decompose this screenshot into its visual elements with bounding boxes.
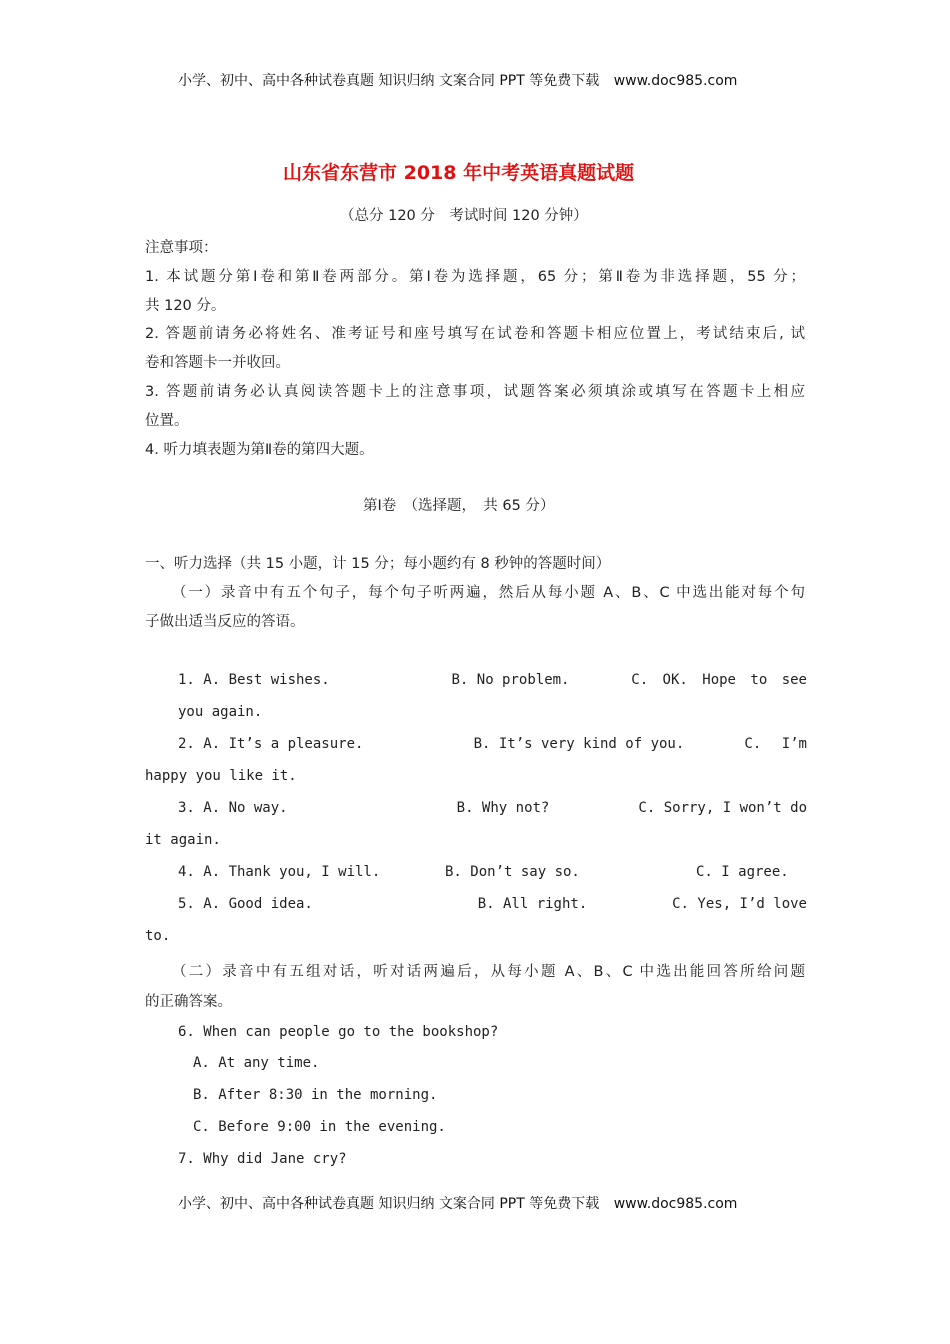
question-3 <box>178 800 807 816</box>
note-3-line-2: 位置。 <box>145 413 189 429</box>
q3-option-c: C. Sorry, I won’t do <box>638 800 807 816</box>
note-1-line-2: 共 120 分。 <box>145 298 226 314</box>
q7-question: 7. Why did Jane cry? <box>178 1151 347 1167</box>
exam-subtitle: （总分 120 分 考试时间 120 分钟） <box>340 208 588 224</box>
q5-option-a: 5. A. Good idea. <box>178 896 313 912</box>
q6-question: 6. When can people go to the bookshop? <box>178 1024 499 1040</box>
footer-url[interactable]: www.doc985.com <box>613 1196 738 1212</box>
section-1-heading: 一、听力选择（共 15 小题，计 15 分；每小题约有 8 秒钟的答题时间） <box>145 556 611 572</box>
q2-option-c: C. I’m <box>744 736 807 752</box>
q2-option-b: B. It’s very kind of you. <box>473 736 685 752</box>
question-4 <box>178 864 807 884</box>
question-1 <box>178 672 807 688</box>
page-title: 山东省东营市 2018 年中考英语真题试题 <box>283 162 635 184</box>
note-2-line-1: 2. 答题前请务必将姓名、准考证号和座号填写在试卷和答题卡相应位置上，考试结束后, 试 <box>145 326 805 342</box>
footer-text: 小学、初中、高中各种试卷真题 知识归纳 文案合同 PPT 等免费下载 <box>178 1196 600 1212</box>
q5-option-c: C. Yes, I’d love <box>672 896 807 912</box>
notes-heading: 注意事项： <box>145 240 218 256</box>
q1-option-a: 1. A. Best wishes. <box>178 672 330 688</box>
header-text: 小学、初中、高中各种试卷真题 知识归纳 文案合同 PPT 等免费下载 <box>178 73 600 89</box>
q1-option-b: B. No problem. <box>451 672 570 688</box>
q6-option-c: C. Before 9:00 in the evening. <box>193 1119 446 1135</box>
page-footer <box>178 1193 737 1213</box>
note-4: 4. 听力填表题为第Ⅱ卷的第四大题。 <box>145 442 374 458</box>
part-2-instruction-line-2: 的正确答案。 <box>145 994 232 1010</box>
header-url[interactable]: www.doc985.com <box>613 73 738 89</box>
page-header <box>178 70 737 90</box>
part-1-instruction-line-1: （一）录音中有五个句子，每个句子听两遍，然后从每小题 A、B、C 中选出能对每个句 <box>172 585 805 601</box>
note-1-line-1: 1. 本试题分第Ⅰ卷和第Ⅱ卷两部分。第Ⅰ卷为选择题，65 分；第Ⅱ卷为非选择题，55 分； <box>145 269 805 285</box>
q3-continuation: it again. <box>145 832 221 848</box>
part-1-instruction-line-2: 子做出适当反应的答语。 <box>145 614 305 630</box>
q5-continuation: to. <box>145 928 171 944</box>
q5-option-b: B. All right. <box>477 896 588 912</box>
note-2-line-2: 卷和答题卡一并收回。 <box>145 355 290 371</box>
q4-option-c: C. I agree. <box>696 864 789 880</box>
q2-option-a: 2. A. It’s a pleasure. <box>178 736 364 752</box>
q6-option-a: A. At any time. <box>193 1055 320 1071</box>
q1-option-c: C. OK. Hope to see <box>631 672 807 688</box>
part-2-instruction-line-1: （二）录音中有五组对话，听对话两遍后，从每小题 A、B、C 中选出能回答所给问题 <box>172 964 805 980</box>
q2-continuation: happy you like it. <box>145 768 297 784</box>
volume-1-heading: 第Ⅰ卷 （选择题， 共 65 分） <box>363 498 555 514</box>
note-3-line-1: 3. 答题前请务必认真阅读答题卡上的注意事项，试题答案必须填涂或填写在答题卡上相应 <box>145 384 805 400</box>
question-5 <box>178 896 807 912</box>
q6-option-b: B. After 8:30 in the morning. <box>193 1087 438 1103</box>
q3-option-a: 3. A. No way. <box>178 800 288 816</box>
q1-continuation: you again. <box>178 704 263 720</box>
q4-option-b: B. Don’t say so. <box>445 864 580 880</box>
question-2 <box>178 736 807 752</box>
q3-option-b: B. Why not? <box>456 800 550 816</box>
q4-option-a: 4. A. Thank you, I will. <box>178 864 381 880</box>
